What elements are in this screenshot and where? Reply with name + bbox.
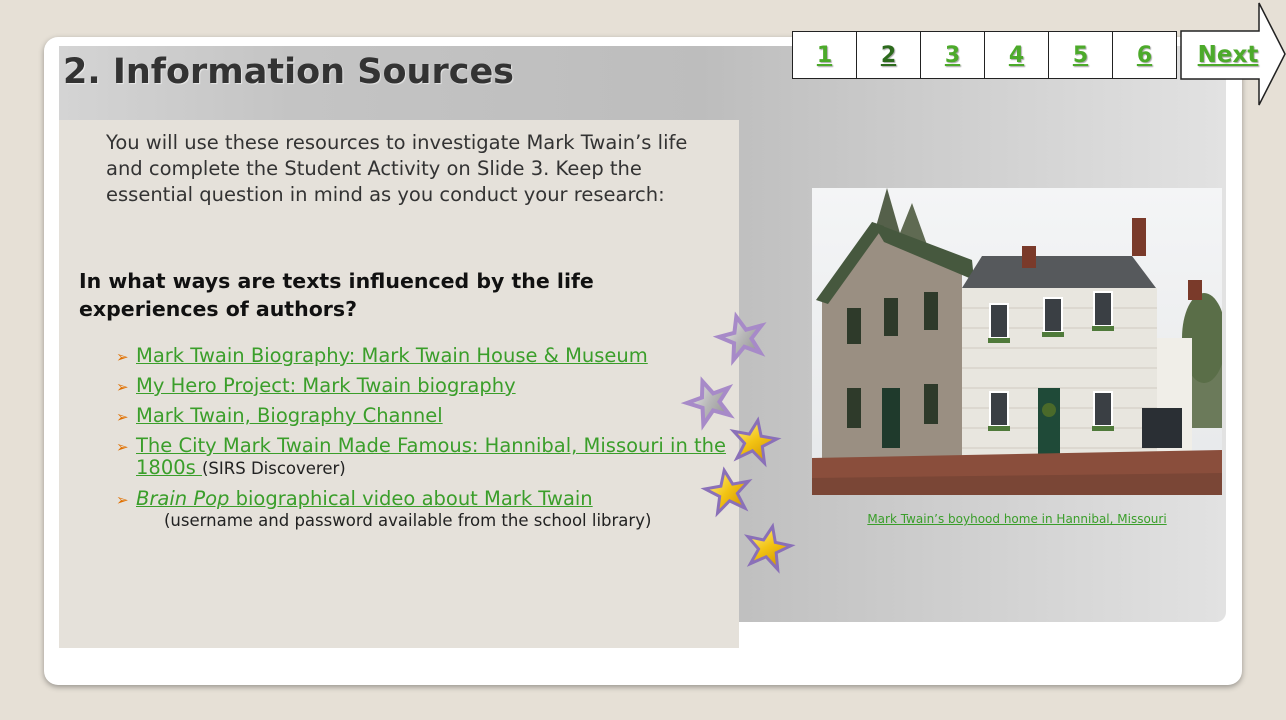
gold-star-icon xyxy=(729,417,779,465)
list-item xyxy=(116,405,736,427)
next-link[interactable]: Next xyxy=(1197,42,1259,68)
link-my-hero-project[interactable]: My Hero Project: Mark Twain biography xyxy=(136,374,516,397)
page-title: 2. Information Sources xyxy=(63,52,515,92)
list-item xyxy=(116,345,736,367)
nav-page-5[interactable] xyxy=(1049,31,1113,79)
nav-link-1[interactable]: 1 xyxy=(816,42,833,68)
arrow-bullet-icon: ➢ xyxy=(116,378,129,396)
gray-star-icon xyxy=(682,374,737,428)
photo-caption[interactable] xyxy=(812,512,1222,526)
nav-page-2[interactable] xyxy=(857,31,921,79)
resource-list xyxy=(116,345,736,540)
link-biography-channel[interactable]: Mark Twain, Biography Channel xyxy=(136,404,443,427)
arrow-bullet-icon: ➢ xyxy=(116,491,129,509)
nav-link-5[interactable]: 5 xyxy=(1072,42,1089,68)
page-navigation xyxy=(792,31,1177,79)
list-item xyxy=(116,375,736,397)
nav-page-4[interactable] xyxy=(985,31,1049,79)
link-twain-house-biography[interactable]: Mark Twain Biography: Mark Twain House & Museum xyxy=(136,344,648,367)
nav-page-6[interactable] xyxy=(1113,31,1177,79)
essential-question: In what ways are texts influenced by the life experiences of authors? xyxy=(79,269,594,321)
nav-page-3[interactable] xyxy=(921,31,985,79)
intro-text: You will use these resources to investigate Mark Twain’s life and complete the Student Activity on Slide 3. Keep the essential question in mind as you conduct your research: xyxy=(106,131,688,206)
brainpop-label: Brain Pop xyxy=(136,487,230,510)
nav-link-6[interactable]: 6 xyxy=(1136,42,1153,68)
nav-link-4[interactable]: 4 xyxy=(1008,42,1025,68)
gray-star-icon xyxy=(715,311,768,362)
gold-star-icon xyxy=(743,522,795,571)
list-item xyxy=(116,488,736,532)
arrow-bullet-icon: ➢ xyxy=(116,438,129,456)
arrow-bullet-icon: ➢ xyxy=(116,348,129,366)
source-label: (SIRS Discoverer) xyxy=(201,459,346,478)
link-brainpop-video[interactable] xyxy=(136,487,593,510)
list-item xyxy=(116,435,736,480)
link-hannibal-sirs[interactable]: The City Mark Twain Made Famous: Hannibal, Missouri in the 1800s xyxy=(136,434,727,479)
boyhood-home-photo xyxy=(812,188,1222,495)
photo-caption-link[interactable]: Mark Twain’s boyhood home in Hannibal, Missouri xyxy=(867,512,1167,526)
gold-star-icon xyxy=(703,467,753,515)
nav-page-1[interactable] xyxy=(792,31,857,79)
next-button[interactable] xyxy=(1180,42,1276,68)
arrow-bullet-icon: ➢ xyxy=(116,408,129,426)
nav-link-3[interactable]: 3 xyxy=(944,42,961,68)
brainpop-link-text: biographical video about Mark Twain xyxy=(229,487,593,510)
decorative-stars xyxy=(680,310,820,580)
nav-link-2[interactable]: 2 xyxy=(880,42,897,68)
login-note: (username and password available from the school library) xyxy=(164,511,652,530)
